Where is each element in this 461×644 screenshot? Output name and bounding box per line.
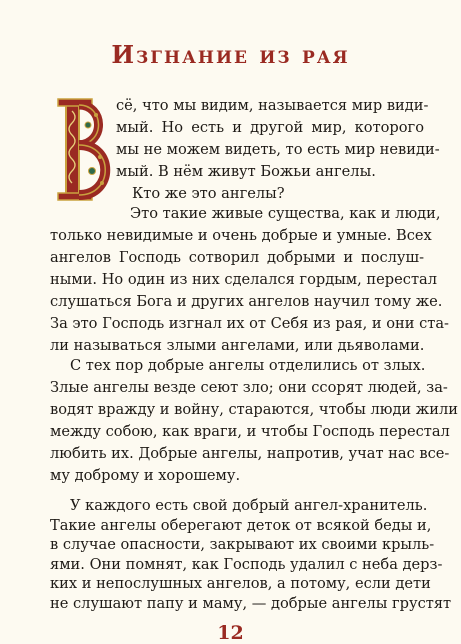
illuminated-drop-cap bbox=[56, 95, 114, 203]
text-line: Это такие живые существа, как и люди, bbox=[130, 205, 441, 222]
text-line: только невидимые и очень добрые и умные. Всех bbox=[50, 227, 432, 244]
text-line: мый. Но есть и другой мир, которого bbox=[116, 119, 424, 136]
text-line: Такие ангелы оберегают деток от всякой беды и, bbox=[50, 516, 432, 534]
text-line: ями. Они помнят, как Господь удалил с неба дерз- bbox=[50, 555, 443, 573]
text-line: ких и непослушных ангелов, а потому, если дети bbox=[50, 575, 431, 592]
text-line: Злые ангелы везде сеют зло; они ссорят людей, за- bbox=[50, 379, 448, 396]
text-line: мы не можем видеть, то есть мир невиди- bbox=[116, 141, 440, 158]
text-line: ангелов Господь сотворил добрыми и послуш- bbox=[50, 249, 424, 266]
text-line: не слушают папу и маму, — добрые ангелы грустят bbox=[50, 594, 452, 612]
text-line: ли называться злыми ангелами, или дьяволами. bbox=[50, 337, 425, 354]
text-line: в случае опасности, закрывают их своими крыль- bbox=[50, 536, 435, 553]
text-line: У каждого есть свой добрый ангел-хранитель. bbox=[70, 497, 428, 514]
text-line: С тех пор добрые ангелы отделились от злых. bbox=[70, 357, 426, 374]
text-line: За это Господь изгнал их от Себя из рая, и они ста- bbox=[50, 315, 449, 332]
text-line: любить их. Добрые ангелы, напротив, учат нас все- bbox=[50, 445, 450, 462]
drop-cap-ornament-icon bbox=[56, 95, 114, 203]
text-line: му доброму и хорошему. bbox=[50, 467, 241, 484]
text-line: сё, что мы видим, называется мир види- bbox=[116, 97, 429, 114]
text-line: Кто же это ангелы? bbox=[132, 185, 285, 202]
text-line: ными. Но один из них сделался гордым, перестал bbox=[50, 271, 437, 288]
text-line: водят вражду и войну, стараются, чтобы люди жили bbox=[50, 401, 458, 418]
text-line: мый. В нём живут Божьи ангелы. bbox=[116, 163, 376, 180]
page-number: 12 bbox=[217, 622, 244, 644]
text-line: слушаться Бога и других ангелов научил тому же. bbox=[50, 293, 443, 310]
chapter-title: Изгнание из рая bbox=[111, 40, 350, 69]
text-line: между собою, как враги, и чтобы Господь перестал bbox=[50, 423, 450, 440]
